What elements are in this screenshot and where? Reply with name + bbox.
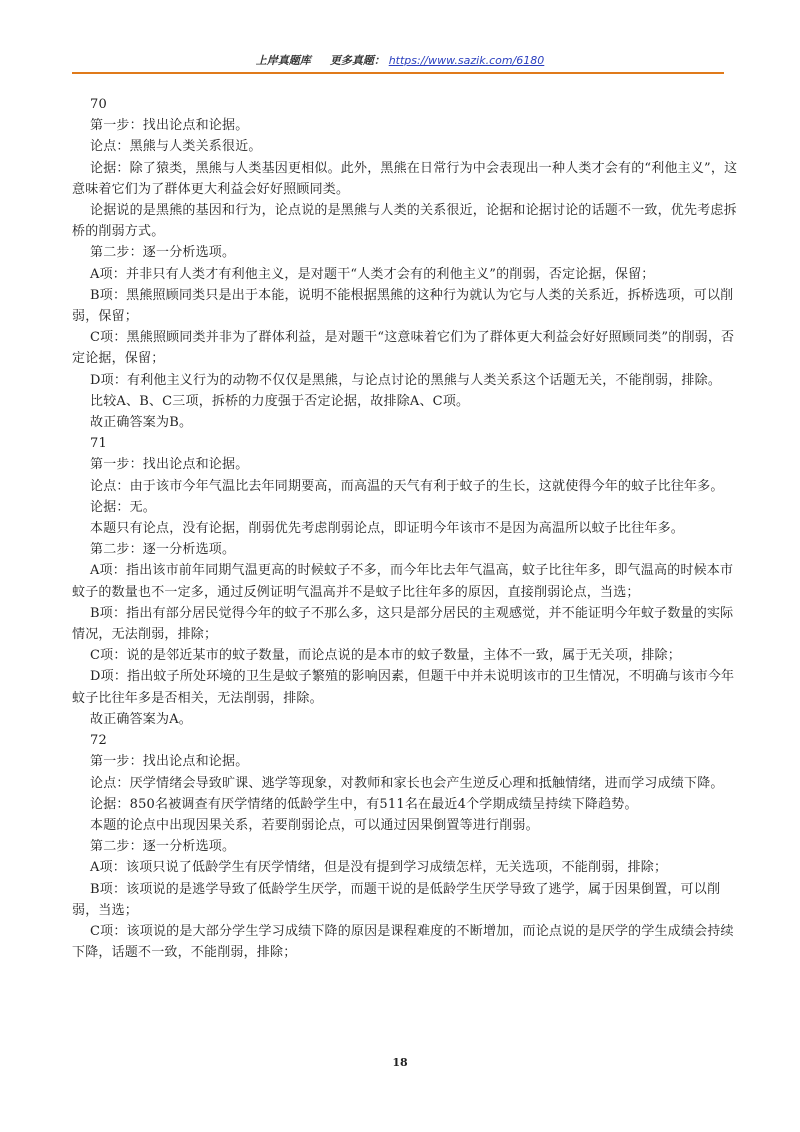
step-heading: 第一步：找出论点和论据。	[90, 457, 249, 473]
option-analysis: B项：黑熊照顾同类只是出于本能，说明不能根据黑熊的这种行为就认为它与人类的关系近，拆桥选项，可以削弱，保留；	[72, 287, 734, 325]
page-header	[0, 52, 800, 68]
question-number: 72	[90, 733, 107, 749]
text-line: 论据：850名被调查有厌学情绪的低龄学生中，有511名在最近4个学期成绩呈持续下降趋势。	[90, 796, 638, 812]
header-label: 更多真题：	[329, 54, 385, 67]
option-analysis: A项：该项只说了低龄学生有厌学情绪，但是没有提到学习成绩怎样，无关选项，不能削弱，排除；	[90, 860, 668, 876]
text-line: 论据说的是黑熊的基因和行为，论点说的是黑熊与人类的关系很近，论据和论据讨论的话题不一致，优先考虑拆桥的削弱方式。	[72, 203, 737, 240]
answer-line: 故正确答案为A。	[90, 711, 192, 727]
header-divider	[72, 72, 724, 74]
option-analysis: A项：指出该市前年同期气温更高的时候蚊子不多，而今年比去年气温高，蚊子比往年多，即气温高的时候本市蚊子的数量也不一定多，通过反例证明气温高并不是蚊子比往年多的原因，直接削弱论点，当选；	[72, 563, 734, 600]
header-brand: 上岸真题库	[255, 54, 311, 67]
option-analysis: A项：并非只有人类才有利他主义，是对题干“人类才会有的利他主义”的削弱，否定论据，保留；	[90, 266, 655, 282]
text-line: 比较A、B、C三项，拆桥的力度强于否定论据，故排除A、C项。	[90, 393, 470, 409]
option-analysis: B项：指出有部分居民觉得今年的蚊子不那么多，这只是部分居民的主观感觉，并不能证明今年蚊子数量的实际情况，无法削弱，排除；	[72, 605, 734, 643]
option-analysis: B项：该项说的是逃学导致了低龄学生厌学，而题干说的是低龄学生厌学导致了逃学，属于因果倒置，可以削弱，当选；	[72, 881, 721, 918]
document-body	[72, 94, 744, 963]
question-number: 70	[90, 97, 107, 112]
text-line: 论点：黑熊与人类关系很近。	[90, 139, 262, 155]
text-line: 本题只有论点，没有论据，削弱优先考虑削弱论点，即证明今年该市不是因为高温所以蚊子比往年多。	[90, 521, 685, 537]
text-line: 论据：除了猿类，黑熊与人类基因更相似。此外，黑熊在日常行为中会表现出一种人类才会有的“利他主义”，这意味着它们为了群体更大利益会好好照顾同类。	[72, 160, 738, 197]
header-url-link[interactable]: https://www.sazik.com/6180	[388, 54, 545, 67]
step-heading: 第一步：找出论点和论据。	[90, 754, 249, 770]
step-heading: 第一步：找出论点和论据。	[90, 118, 249, 134]
step-heading: 第二步：逐一分析选项。	[90, 542, 236, 558]
option-analysis: D项：有利他主义行为的动物不仅仅是黑熊，与论点讨论的黑熊与人类关系这个话题无关，不能削弱，排除。	[90, 372, 722, 388]
text-line: 论点：厌学情绪会导致旷课、逃学等现象，对教师和家长也会产生逆反心理和抵触情绪，进而学习成绩下降。	[90, 775, 724, 791]
text-line: 论点：由于该市今年气温比去年同期要高，而高温的天气有利于蚊子的生长，这就使得今年的蚊子比往年多。	[90, 478, 724, 494]
question-number: 71	[90, 436, 107, 452]
answer-line: 故正确答案为B。	[90, 415, 193, 431]
option-analysis: C项：说的是邻近某市的蚊子数量，而论点说的是本市的蚊子数量，主体不一致，属于无关项，排除；	[90, 648, 681, 664]
text-line: 论据：无。	[90, 499, 157, 515]
step-heading: 第二步：逐一分析选项。	[90, 245, 236, 261]
text-line: 本题的论点中出现因果关系，若要削弱论点，可以通过因果倒置等进行削弱。	[90, 817, 539, 833]
page-number: 18	[392, 1056, 408, 1069]
option-analysis: D项：指出蚊子所处环境的卫生是蚊子繁殖的影响因素，但题干中并未说明该市的卫生情况，不明确与该市今年蚊子比往年多是否相关，无法削弱，排除。	[72, 669, 735, 706]
option-analysis: C项：该项说的是大部分学生学习成绩下降的原因是课程难度的不断增加，而论点说的是厌学的学生成绩会持续下降，话题不一致，不能削弱，排除；	[72, 923, 734, 961]
step-heading: 第二步：逐一分析选项。	[90, 839, 236, 855]
option-analysis: C项：黑熊照顾同类并非为了群体利益，是对题干“这意味着它们为了群体更大利益会好好照顾同类”的削弱，否定论据，保留；	[72, 330, 735, 367]
